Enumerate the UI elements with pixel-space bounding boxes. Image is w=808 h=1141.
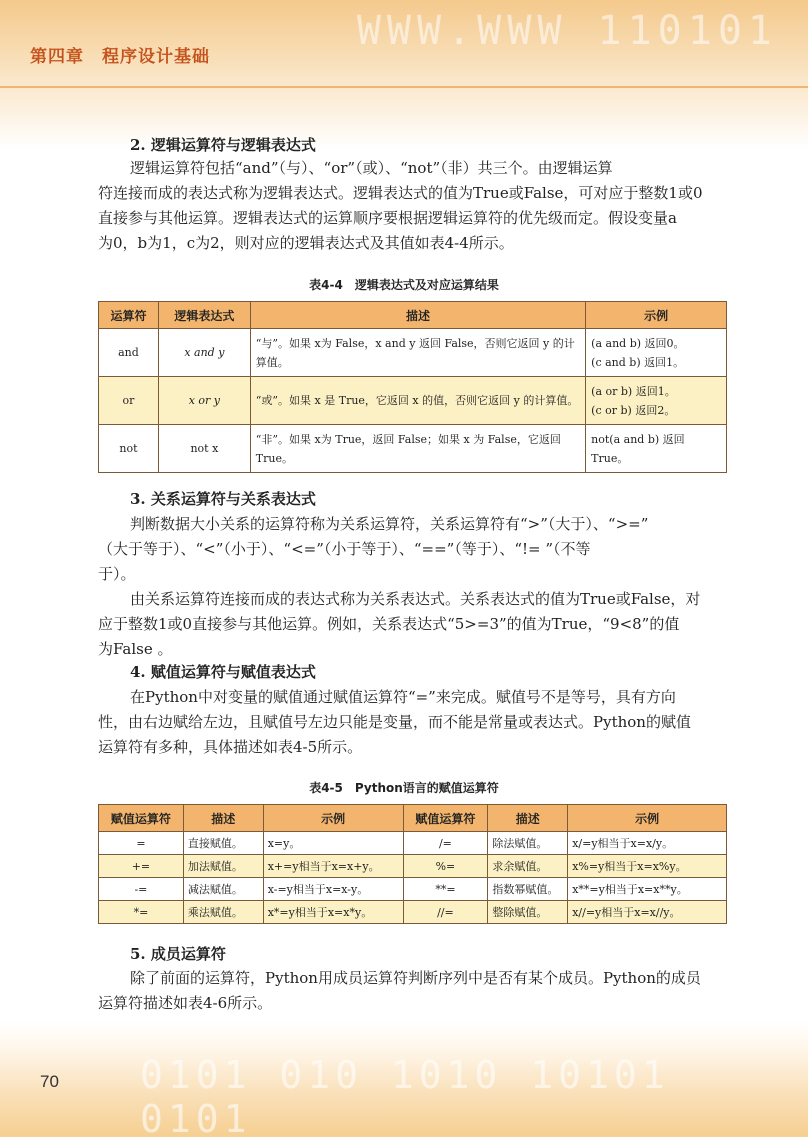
description-cell: 除法赋值。 <box>488 832 568 855</box>
operator-cell: *= <box>99 901 184 924</box>
operator-cell: **= <box>403 878 488 901</box>
chapter-title: 第四章 程序设计基础 <box>30 47 210 67</box>
logic-table <box>98 301 727 473</box>
header-cell: 描述 <box>250 302 585 329</box>
header-cell: 示例 <box>568 805 727 832</box>
description-cell: 直接赋值。 <box>183 832 263 855</box>
example-cell: x%=y相当于x=x%y。 <box>568 855 727 878</box>
paragraph-relational-1: 判断数据大小关系的运算符称为关系运算符，关系运算符有“>”（大于）、“>=” （大于等于）、“<”（小于）、“<=”（小于等于）、“==”（等于）、“!= ”（不等 于）。 <box>98 515 649 583</box>
expression-cell: x and y <box>158 329 250 377</box>
table-row <box>99 878 727 901</box>
description-cell: 减法赋值。 <box>183 878 263 901</box>
operator-cell: or <box>99 377 159 425</box>
paragraph-membership: 除了前面的运算符，Python用成员运算符判断序列中是否有某个成员。Python的成员 运算符描述如表4-6所示。 <box>98 969 701 1012</box>
example-cell: x*=y相当于x=x*y。 <box>263 901 403 924</box>
table-row <box>99 329 727 377</box>
header-decoration: WWW.WWW 110101 <box>356 8 778 54</box>
header-cell: 赋值运算符 <box>403 805 488 832</box>
table-row <box>99 901 727 924</box>
example-cell: (a or b) 返回1。 (c or b) 返回2。 <box>586 377 727 425</box>
example-cell: x+=y相当于x=x+y。 <box>263 855 403 878</box>
table-row <box>99 425 727 473</box>
operator-cell: %= <box>403 855 488 878</box>
example-cell: x/=y相当于x=x/y。 <box>568 832 727 855</box>
header-cell: 运算符 <box>99 302 159 329</box>
description-cell: 加法赋值。 <box>183 855 263 878</box>
header-cell: 逻辑表达式 <box>158 302 250 329</box>
example-cell: x=y。 <box>263 832 403 855</box>
table-row <box>99 855 727 878</box>
header-rule <box>0 86 808 88</box>
description-cell: “与”。如果 x为 False，x and y 返回 False，否则它返回 y 的计算值。 <box>250 329 585 377</box>
table-caption-4-4: 表4-4 逻辑表达式及对应运算结果 <box>309 278 499 292</box>
operator-cell: not <box>99 425 159 473</box>
table-header-row <box>99 302 727 329</box>
description-cell: “或”。如果 x 是 True，它返回 x 的值，否则它返回 y 的计算值。 <box>250 377 585 425</box>
header-cell: 示例 <box>263 805 403 832</box>
section-heading-assignment: 4. 赋值运算符与赋值表达式 <box>130 663 316 681</box>
example-cell: x-=y相当于x=x-y。 <box>263 878 403 901</box>
example-cell: x//=y相当于x=x//y。 <box>568 901 727 924</box>
page-number: 70 <box>40 1072 59 1091</box>
operator-cell: //= <box>403 901 488 924</box>
section-heading-relational: 3. 关系运算符与关系表达式 <box>130 490 316 508</box>
header-cell: 示例 <box>586 302 727 329</box>
description-cell: “非”。如果 x为 True，返回 False；如果 x 为 False，它返回 True。 <box>250 425 585 473</box>
description-cell: 求余赋值。 <box>488 855 568 878</box>
paragraph-logic: 逻辑运算符包括“and”（与）、“or”（或）、“not”（非）共三个。由逻辑运算 符连接而成的表达式称为逻辑表达式。逻辑表达式的值为True或False，可对应于整数1或0 直接参与其他运算。逻辑表达式的运算顺序要根据逻辑运算符的优先级而定。假设变量a 为0，b为1，c为2，则对应的逻辑表达式及其值如表4-4所示。 <box>98 159 703 252</box>
operator-cell: and <box>99 329 159 377</box>
paragraph-relational-2: 由关系运算符连接而成的表达式称为关系表达式。关系表达式的值为True或False，对 应于整数1或0直接参与其他运算。例如，关系表达式“5>=3”的值为True，“9<8”的值 为False 。 <box>98 590 701 658</box>
operator-cell: /= <box>403 832 488 855</box>
example-cell: not(a and b) 返回 True。 <box>586 425 727 473</box>
operator-cell: += <box>99 855 184 878</box>
table-caption-4-5: 表4-5 Python语言的赋值运算符 <box>309 781 499 795</box>
section-heading-membership: 5. 成员运算符 <box>130 945 226 963</box>
section-heading-logic: 2. 逻辑运算符与逻辑表达式 <box>130 136 316 154</box>
expression-cell: not x <box>158 425 250 473</box>
table-row <box>99 377 727 425</box>
assignment-table <box>98 804 727 924</box>
description-cell: 指数幂赋值。 <box>488 878 568 901</box>
example-cell: (a and b) 返回0。 (c and b) 返回1。 <box>586 329 727 377</box>
operator-cell: = <box>99 832 184 855</box>
description-cell: 乘法赋值。 <box>183 901 263 924</box>
operator-cell: -= <box>99 878 184 901</box>
footer-decoration: 0101 010 1010 10101 0101 <box>140 1053 670 1141</box>
header-cell: 描述 <box>183 805 263 832</box>
table-row <box>99 832 727 855</box>
expression-cell: x or y <box>158 377 250 425</box>
header-cell: 赋值运算符 <box>99 805 184 832</box>
table-header-row <box>99 805 727 832</box>
paragraph-assignment: 在Python中对变量的赋值通过赋值运算符“=”来完成。赋值号不是等号，具有方向 性，由右边赋给左边，且赋值号左边只能是变量，而不能是常量或表达式。Python的赋值 运算符有多种，具体描述如表4-5所示。 <box>98 688 691 756</box>
description-cell: 整除赋值。 <box>488 901 568 924</box>
example-cell: x**=y相当于x=x**y。 <box>568 878 727 901</box>
header-cell: 描述 <box>488 805 568 832</box>
